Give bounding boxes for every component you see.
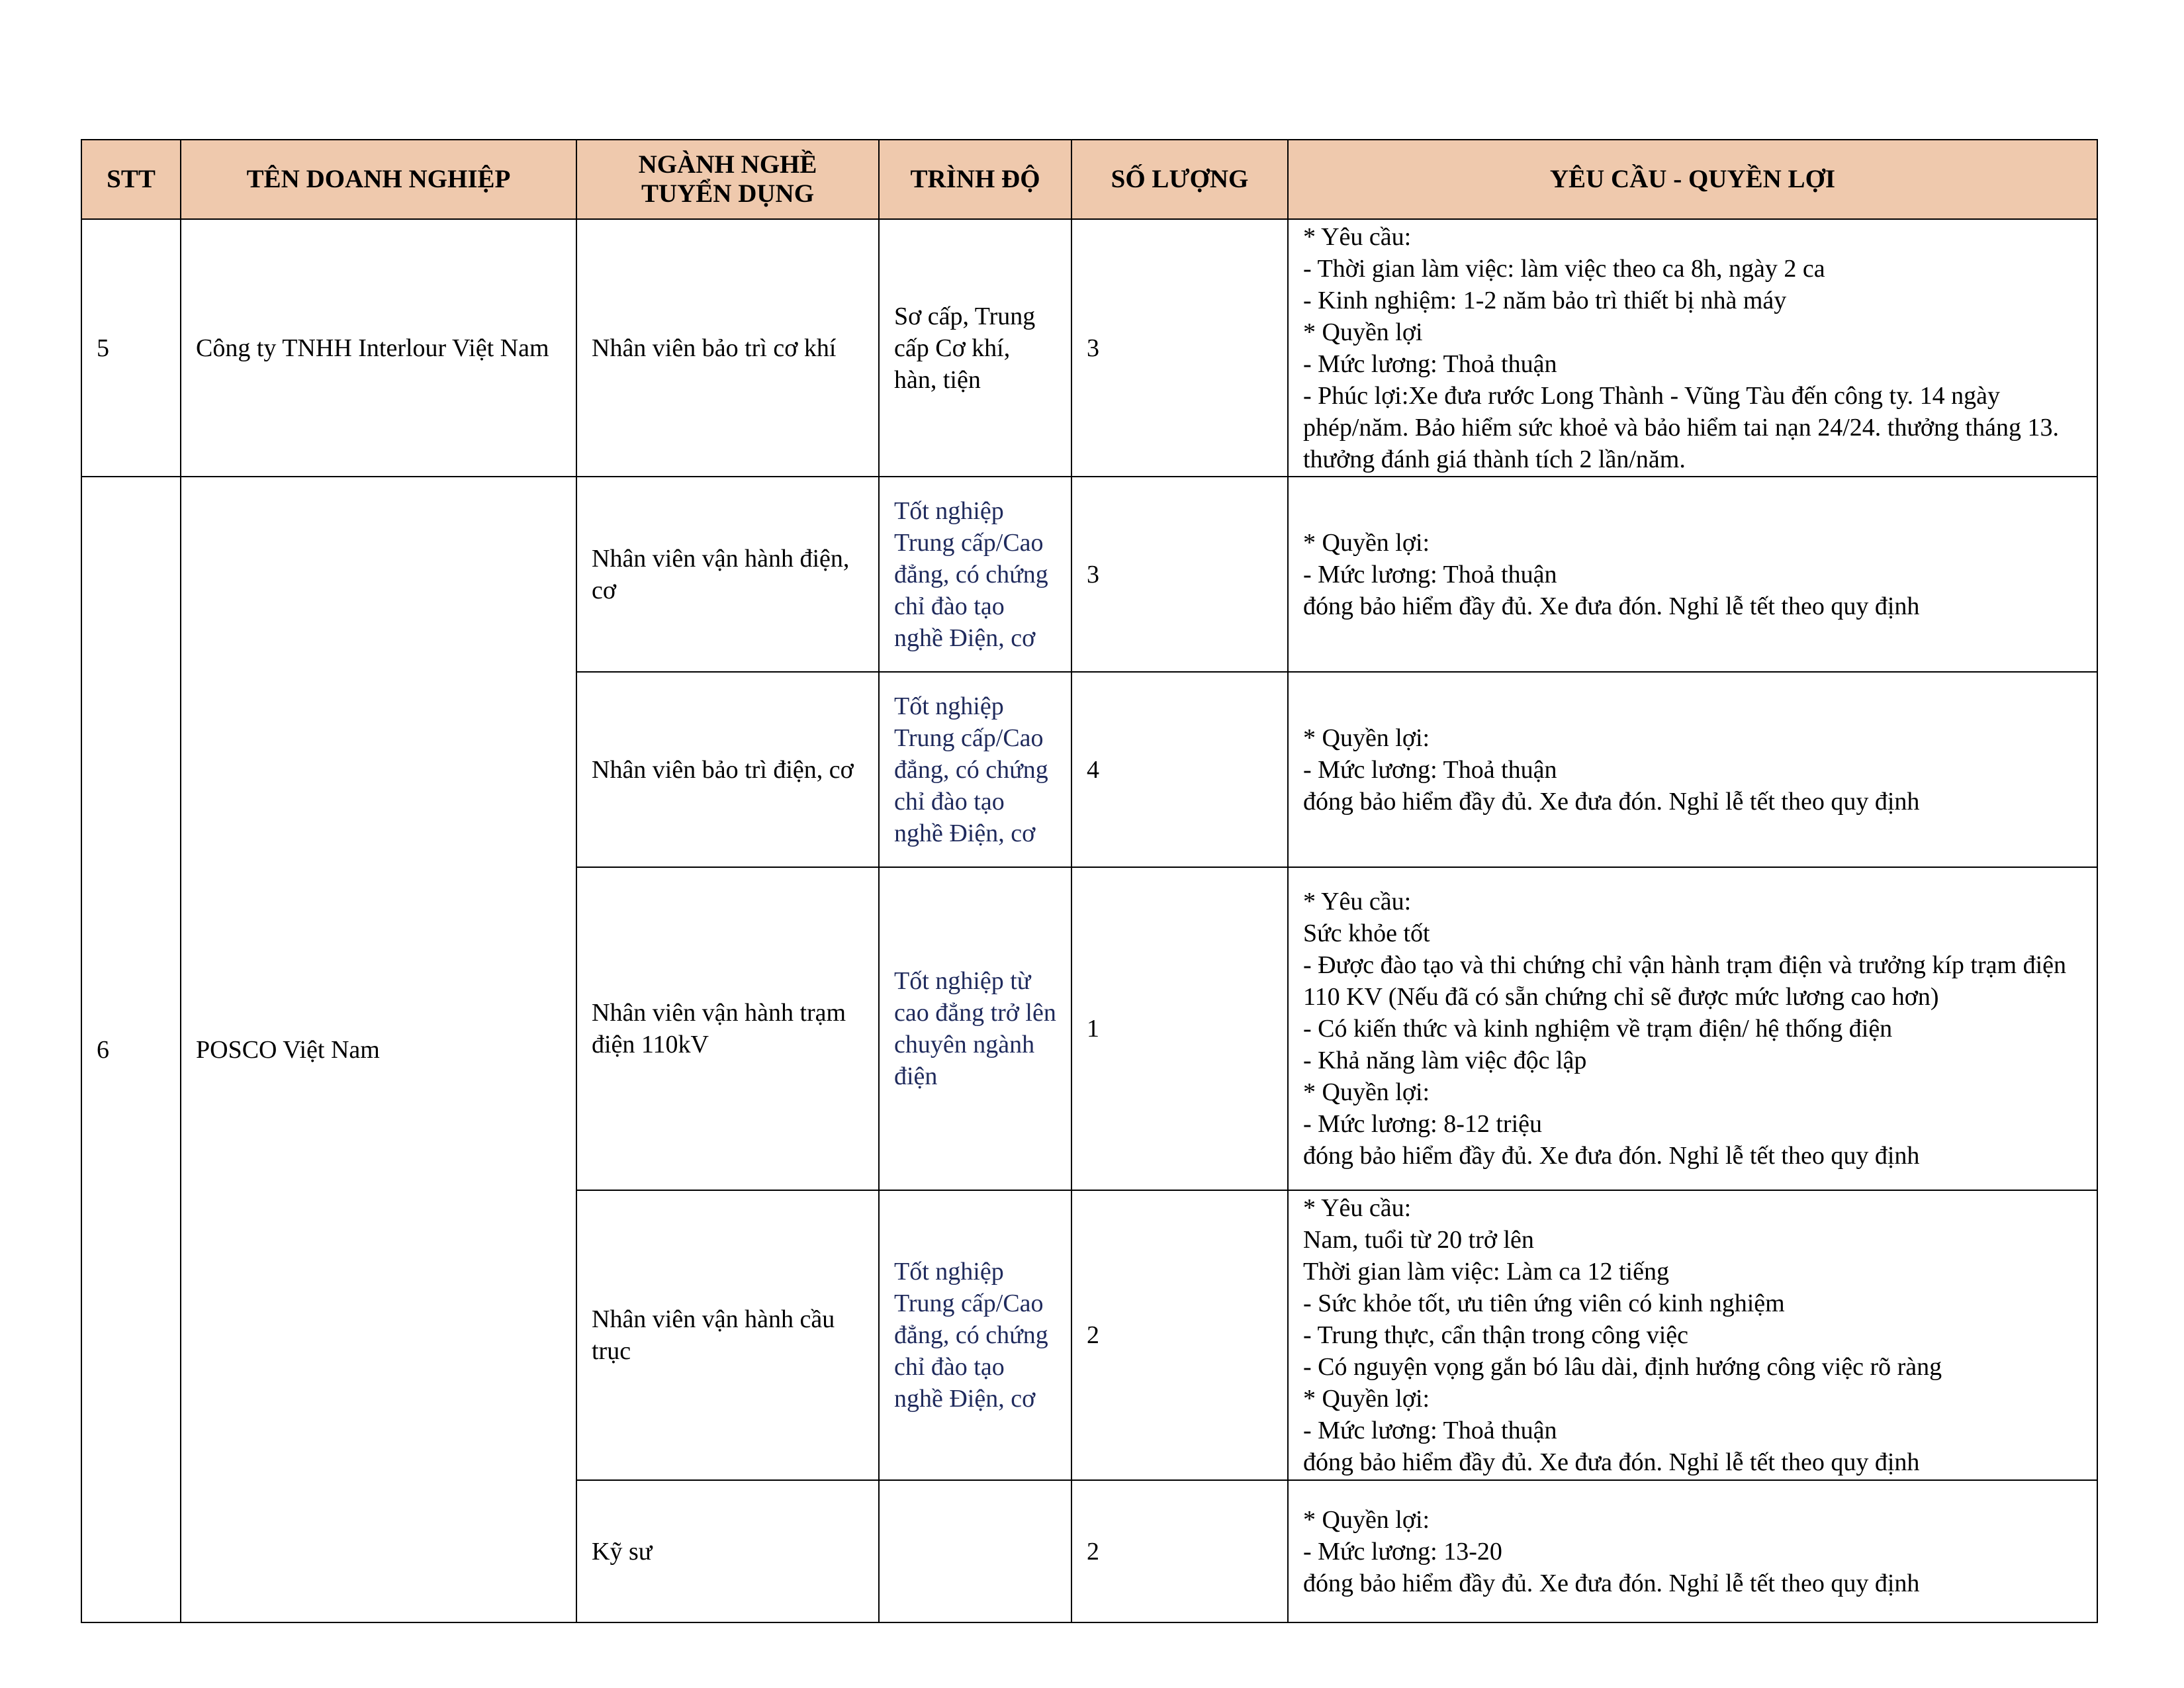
job-level-cell: Sơ cấp, Trung cấp Cơ khí, hàn, tiện: [879, 219, 1071, 477]
job-requirements-cell: * Yêu cầu: Sức khỏe tốt - Được đào tạo và thi chứng chỉ vận hành trạm điện và trưởng kíp trạm điện 110 KV (Nếu đã có sẵn chứng chỉ sẽ được mức lương cao hơn) - Có kiến thức và kinh nghiệm về trạm điện/ hệ thống điện - Khả năng làm việc độc lập * Quyền lợi: - Mức lương: 8-12 triệu đóng bảo hiểm đầy đủ. Xe đưa đón. Nghỉ lễ tết theo quy định: [1288, 867, 2097, 1190]
job-level-cell: [879, 1480, 1071, 1622]
header-company: TÊN DOANH NGHIỆP: [181, 140, 576, 219]
job-quantity-cell: 2: [1071, 1190, 1288, 1480]
job-requirements-cell: * Quyền lợi: - Mức lương: 13-20 đóng bảo hiểm đầy đủ. Xe đưa đón. Nghỉ lễ tết theo quy định: [1288, 1480, 2097, 1622]
job-requirements-cell: * Yêu cầu: - Thời gian làm việc: làm việc theo ca 8h, ngày 2 ca - Kinh nghiệm: 1-2 năm bảo trì thiết bị nhà máy * Quyền lợi - Mức lương: Thoả thuận - Phúc lợi:Xe đưa rước Long Thành - Vũng Tàu đến công ty. 14 ngày phép/năm. Bảo hiểm sức khoẻ và bảo hiểm tai nạn 24/24. thưởng tháng 13. thưởng đánh giá thành tích 2 lần/năm.: [1288, 219, 2097, 477]
job-quantity-cell: 4: [1071, 672, 1288, 867]
job-requirements-cell: * Quyền lợi: - Mức lương: Thoả thuận đóng bảo hiểm đầy đủ. Xe đưa đón. Nghỉ lễ tết theo quy định: [1288, 477, 2097, 672]
job-title-cell: Nhân viên vận hành điện, cơ: [576, 477, 879, 672]
recruitment-table: [81, 139, 2098, 1623]
job-title-cell: Nhân viên vận hành trạm điện 110kV: [576, 867, 879, 1190]
job-title-cell: Nhân viên bảo trì cơ khí: [576, 219, 879, 477]
job-quantity-cell: 2: [1071, 1480, 1288, 1622]
job-requirements-cell: * Quyền lợi: - Mức lương: Thoả thuận đóng bảo hiểm đầy đủ. Xe đưa đón. Nghỉ lễ tết theo quy định: [1288, 672, 2097, 867]
table-row: [81, 477, 2097, 672]
company-name-cell: Công ty TNHH Interlour Việt Nam: [181, 219, 576, 477]
header-stt: STT: [81, 140, 181, 219]
job-title-cell: Nhân viên vận hành cầu trục: [576, 1190, 879, 1480]
job-quantity-cell: 1: [1071, 867, 1288, 1190]
job-title-cell: Kỹ sư: [576, 1480, 879, 1622]
header-level: TRÌNH ĐỘ: [879, 140, 1071, 219]
job-level-cell: Tốt nghiệp Trung cấp/Cao đẳng, có chứng chỉ đào tạo nghề Điện, cơ: [879, 1190, 1071, 1480]
stt-cell: 5: [81, 219, 181, 477]
company-name-cell: POSCO Việt Nam: [181, 477, 576, 1622]
job-requirements-cell: * Yêu cầu: Nam, tuổi từ 20 trở lên Thời gian làm việc: Làm ca 12 tiếng - Sức khỏe tốt, ưu tiên ứng viên có kinh nghiệm - Trung thực, cẩn thận trong công việc - Có nguyện vọng gắn bó lâu dài, định hướng công việc rõ ràng * Quyền lợi: - Mức lương: Thoả thuận đóng bảo hiểm đầy đủ. Xe đưa đón. Nghỉ lễ tết theo quy định: [1288, 1190, 2097, 1480]
header-quantity: SỐ LƯỢNG: [1071, 140, 1288, 219]
table-row: [81, 219, 2097, 477]
job-title-cell: Nhân viên bảo trì điện, cơ: [576, 672, 879, 867]
job-quantity-cell: 3: [1071, 219, 1288, 477]
job-quantity-cell: 3: [1071, 477, 1288, 672]
stt-cell: 6: [81, 477, 181, 1622]
header-field: NGÀNH NGHỀ TUYỂN DỤNG: [576, 140, 879, 219]
table-header-row: [81, 140, 2097, 219]
job-level-cell: Tốt nghiệp Trung cấp/Cao đẳng, có chứng chỉ đào tạo nghề Điện, cơ: [879, 477, 1071, 672]
job-level-cell: Tốt nghiệp từ cao đẳng trở lên chuyên ngành điện: [879, 867, 1071, 1190]
job-level-cell: Tốt nghiệp Trung cấp/Cao đẳng, có chứng chỉ đào tạo nghề Điện, cơ: [879, 672, 1071, 867]
header-requirements: YÊU CẦU - QUYỀN LỢI: [1288, 140, 2097, 219]
